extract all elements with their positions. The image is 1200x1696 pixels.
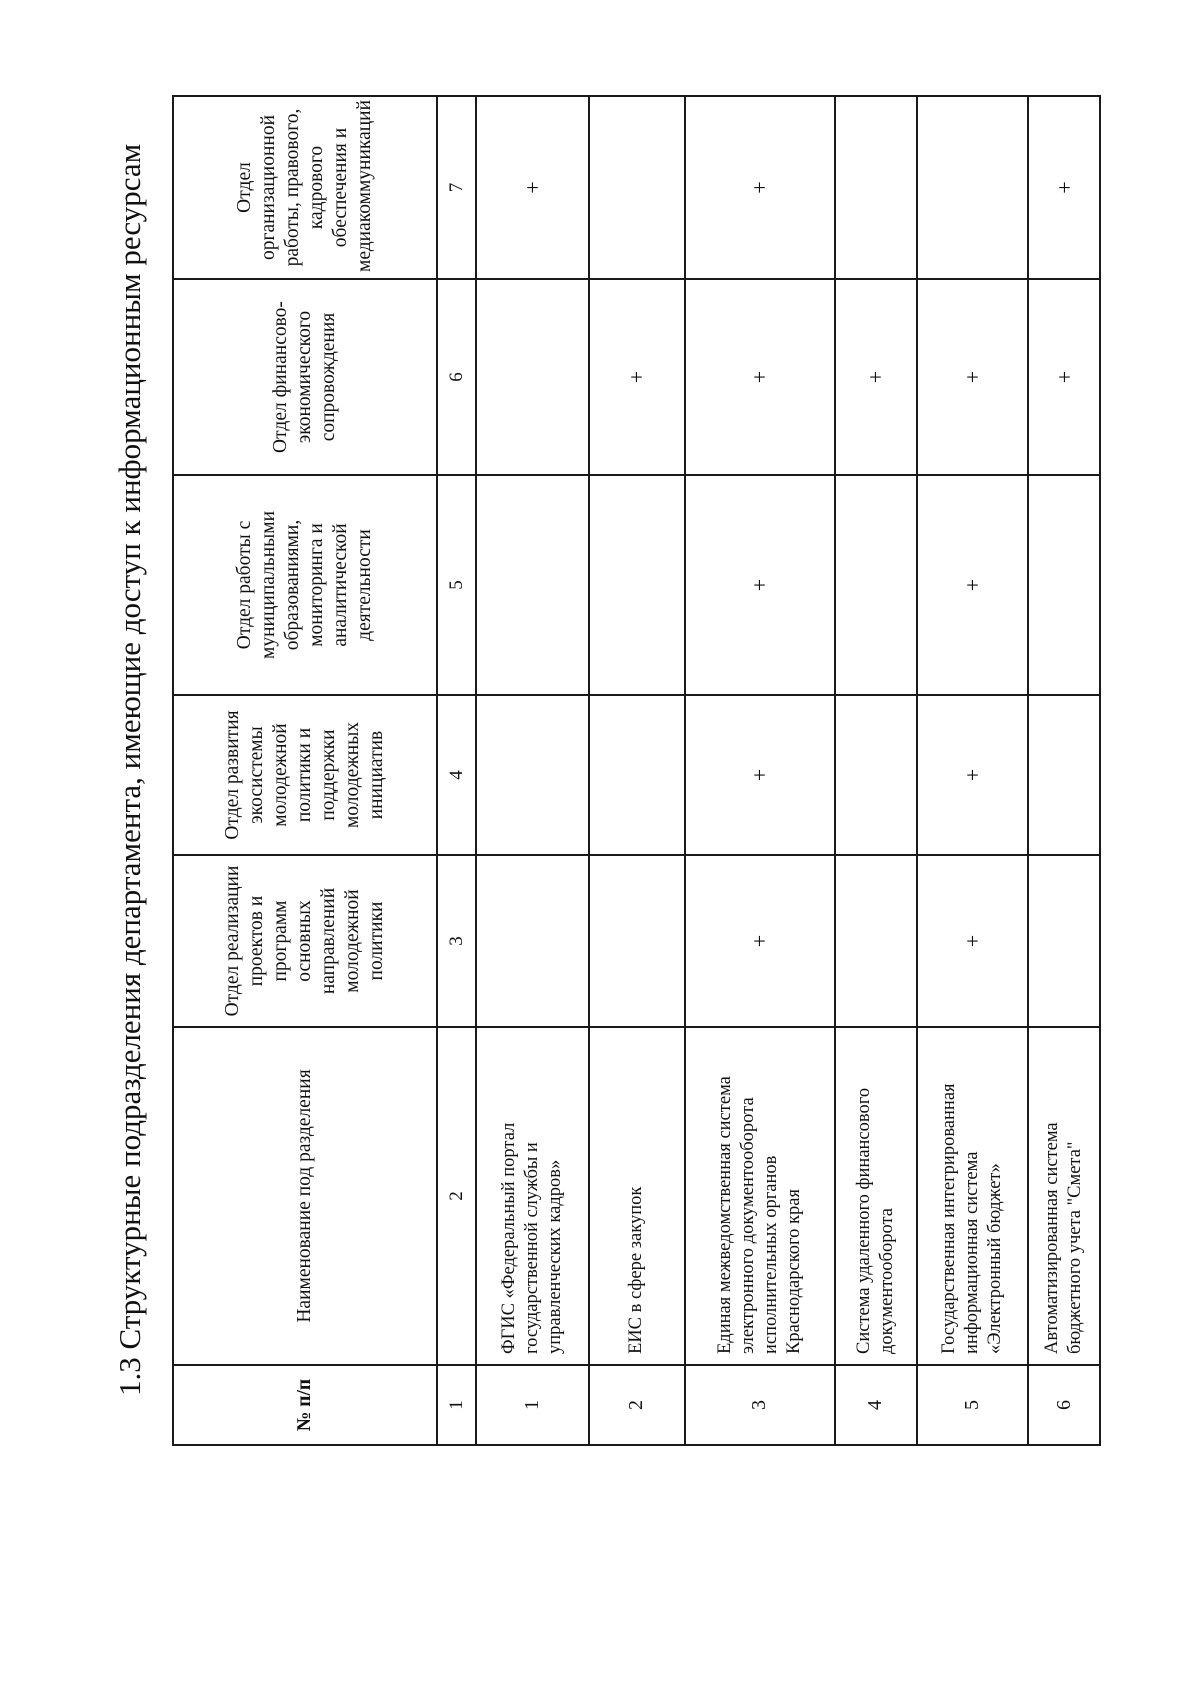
header-dept-3: Отдел реализации проектов и программ основных направлений молодежной политики [173,855,437,1027]
column-number: 6 [437,279,476,475]
access-mark [1028,695,1100,855]
access-mark [476,695,589,855]
access-mark [589,475,684,695]
access-mark [835,695,917,855]
table-row [917,96,1029,1445]
access-mark: + [685,279,835,475]
access-mark [476,855,589,1027]
access-mark [917,96,1029,279]
header-number: № п/п [173,1365,437,1445]
page-title: 1.3 Структурные подразделения департамента, имеющие доступ к информационным ресурсам [112,143,147,1396]
column-number-row [437,96,476,1445]
access-mark [1028,475,1100,695]
column-number: 7 [437,96,476,279]
access-mark: + [685,475,835,695]
header-dept-5: Отдел работы с муниципальными образованиями, мониторинга и аналитической деятельности [173,475,437,695]
column-number: 3 [437,855,476,1027]
table-header-row [173,96,437,1445]
column-number: 2 [437,1027,476,1365]
access-mark: + [1028,96,1100,279]
access-mark: + [917,855,1029,1027]
column-number: 1 [437,1365,476,1445]
row-number: 1 [476,1365,589,1445]
access-mark [589,855,684,1027]
access-table [172,95,1101,1446]
access-mark: + [917,695,1029,855]
row-number: 2 [589,1365,684,1445]
access-mark: + [685,96,835,279]
access-mark [1028,855,1100,1027]
table-row [1028,96,1100,1445]
access-mark: + [685,855,835,1027]
column-number: 4 [437,695,476,855]
resource-name: Государственная интегрированная информационная система «Электронный бюджет» [917,1027,1029,1365]
access-mark [589,96,684,279]
header-dept-4: Отдел развития экосистемы молодежной политики и поддержки молодежных инициатив [173,695,437,855]
resource-name: Единая межведомственная система электронного документооборота исполнительных органов Краснодарского края [685,1027,835,1365]
resource-name: Система удаленного финансового документооборота [835,1027,917,1365]
resource-name: ФГИС «Федеральный портал государственной службы и управленческих кадров» [476,1027,589,1365]
row-number: 6 [1028,1365,1100,1445]
access-mark: + [1028,279,1100,475]
column-number: 5 [437,475,476,695]
access-mark [476,279,589,475]
resource-name: Автоматизированная система бюджетного учета "Смета" [1028,1027,1100,1365]
access-mark: + [685,695,835,855]
access-mark: + [476,96,589,279]
row-number: 5 [917,1365,1029,1445]
access-mark [835,475,917,695]
table-row [476,96,589,1445]
resource-name: ЕИС в сфере закупок [589,1027,684,1365]
access-mark: + [589,279,684,475]
access-mark [589,695,684,855]
access-mark: + [917,475,1029,695]
row-number: 3 [685,1365,835,1445]
header-name: Наименование под разделения [173,1027,437,1365]
row-number: 4 [835,1365,917,1445]
table-row [835,96,917,1445]
access-mark: + [835,279,917,475]
header-dept-7: Отдел организационной работы, правового, кадрового обеспечения и медиакоммуникаций [173,96,437,279]
header-dept-6: Отдел финансово-экономического сопровождения [173,279,437,475]
access-mark [835,855,917,1027]
access-mark: + [917,279,1029,475]
table-row [589,96,684,1445]
table-row [685,96,835,1445]
access-mark [835,96,917,279]
access-mark [476,475,589,695]
